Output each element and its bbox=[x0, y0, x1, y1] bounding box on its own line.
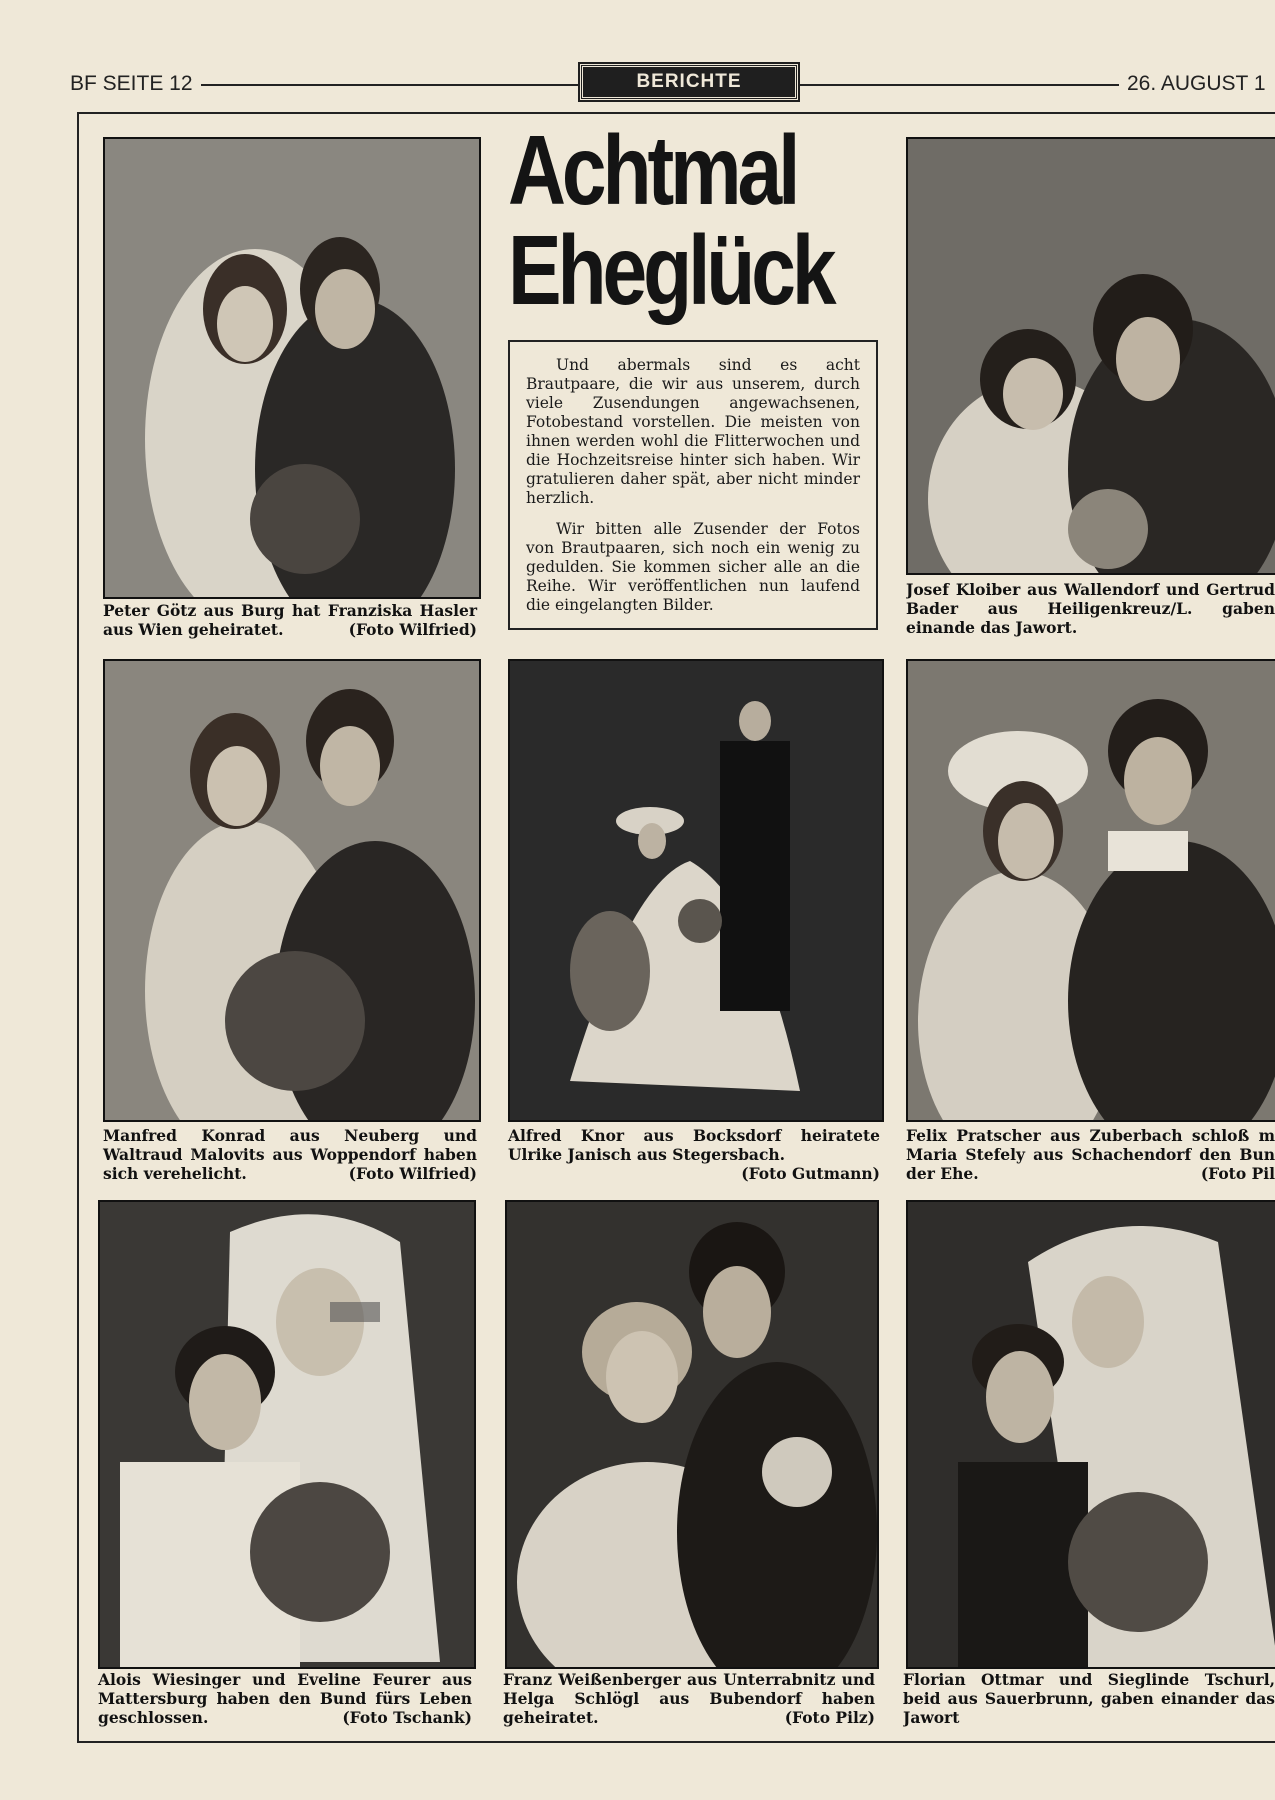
article-title bbox=[508, 115, 833, 325]
wedding-photo-4 bbox=[508, 659, 884, 1122]
caption-3: Manfred Konrad aus Neuberg und Waltraud Malovits aus Woppendorf haben sich verehelicht. (Foto Wilfried) bbox=[103, 1126, 477, 1183]
wedding-photo-3 bbox=[103, 659, 481, 1122]
wedding-photo-2 bbox=[906, 137, 1275, 575]
intro-box bbox=[508, 340, 878, 630]
intro-paragraph-2: Wir bitten alle Zusender der Fotos von Brautpaaren, sich noch ein wenig zu gedulden. Sie kommen sicher alle an die Reihe. Wir veröffentlichen nun laufend die eingelangten Bilder. bbox=[526, 520, 860, 614]
caption-7: Franz Weißenberger aus Unterrabnitz und Helga Schlögl aus Bubendorf haben geheiratet. (Foto Pilz) bbox=[503, 1670, 875, 1727]
issue-date: 26. AUGUST 1 bbox=[1119, 72, 1275, 96]
wedding-photo-5 bbox=[906, 659, 1275, 1122]
caption-2: Josef Kloiber aus Wallendorf und Gertrud Bader aus Heiligenkreuz/L. gaben einande das Jawort. bbox=[906, 580, 1275, 637]
page-number: BF SEITE 12 bbox=[70, 72, 201, 96]
wedding-photo-8 bbox=[906, 1200, 1275, 1669]
caption-6: Alois Wiesinger und Eveline Feurer aus Mattersburg haben den Bund fürs Leben geschlossen. (Foto Tschank) bbox=[98, 1670, 472, 1727]
caption-5: Felix Pratscher aus Zuberbach schloß m Maria Stefely aus Schachendorf den Bun der Ehe. (Foto Pil bbox=[906, 1126, 1275, 1183]
caption-8: Florian Ottmar und Sieglinde Tschurl, beid aus Sauerbrunn, gaben einander das Jawort bbox=[903, 1670, 1275, 1727]
section-tag: BERICHTE bbox=[580, 64, 798, 100]
caption-4: Alfred Knor aus Bocksdorf heiratete Ulrike Janisch aus Stegersbach. (Foto Gutmann) bbox=[508, 1126, 880, 1183]
wedding-photo-1 bbox=[103, 137, 481, 599]
wedding-photo-6 bbox=[98, 1200, 476, 1669]
title-line-2: Eheglück bbox=[508, 215, 833, 325]
title-line-1: Achtmal bbox=[508, 115, 797, 225]
caption-1: Peter Götz aus Burg hat Franziska Hasler aus Wien geheiratet. (Foto Wilfried) bbox=[103, 601, 477, 639]
wedding-photo-7 bbox=[505, 1200, 879, 1669]
intro-paragraph-1: Und abermals sind es acht Brautpaare, die wir aus unserem, durch viele Zusendungen angewachsenen, Fotobestand vorstellen. Die meisten von ihnen werden wohl die Flitterwochen und die Hochzeitsreise hinter sich haben. Wir gratulieren daher spät, aber nicht minder herzlich. bbox=[526, 356, 860, 507]
